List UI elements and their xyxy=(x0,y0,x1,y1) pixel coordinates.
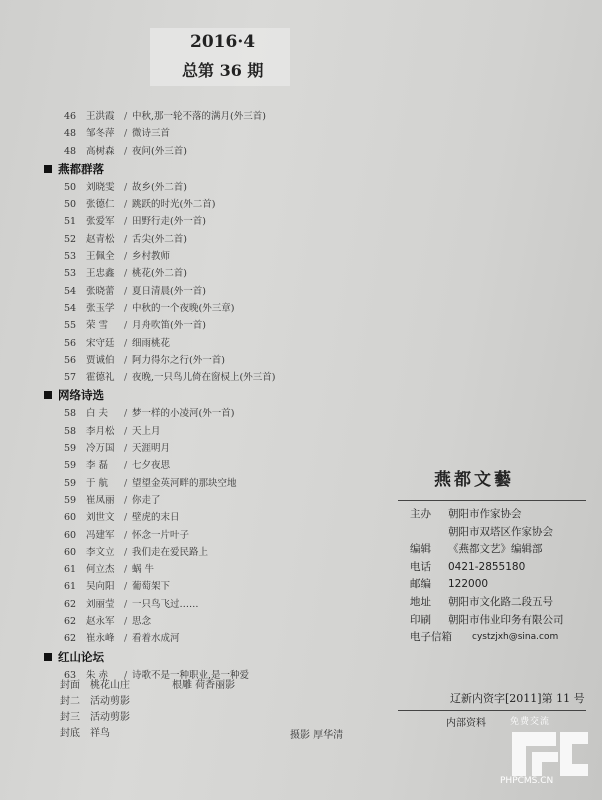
toc-separator: / xyxy=(124,564,128,576)
toc-page-number: 59 xyxy=(64,494,77,506)
toc-page-number: 61 xyxy=(64,564,77,576)
toc-page-number: 51 xyxy=(64,216,77,228)
toc-author: 赵青松 xyxy=(86,233,115,245)
toc-section-heading xyxy=(36,160,366,179)
masthead-label: 地址 xyxy=(410,595,431,608)
credit-value: 活动剪影 xyxy=(90,696,130,707)
permit-divider xyxy=(398,710,586,711)
toc-entry xyxy=(36,457,366,474)
toc-author: 张晓蕾 xyxy=(86,285,115,297)
section-title: 燕都群落 xyxy=(58,161,104,176)
toc-entry xyxy=(36,108,366,125)
toc-title: 细雨桃花 xyxy=(132,337,171,349)
toc-author: 王佩全 xyxy=(86,251,115,263)
toc-title: 望望金英河畔的那块空地 xyxy=(132,477,237,489)
section-bullet-icon xyxy=(44,391,52,399)
section-bullet-icon xyxy=(44,165,52,173)
credit-label: 封底 xyxy=(60,728,80,739)
toc-separator: / xyxy=(124,128,128,140)
toc-entry xyxy=(36,300,366,317)
toc-entry xyxy=(36,544,366,561)
toc-entry xyxy=(36,509,366,526)
toc-title: 中秋的一个夜晚(外三章) xyxy=(132,302,235,314)
toc-separator: / xyxy=(124,354,128,366)
toc-title: 跳跃的时光(外二首) xyxy=(132,199,216,211)
toc-author: 荣 雪 xyxy=(86,320,109,332)
credit-label: 封二 xyxy=(60,696,80,707)
toc-entry xyxy=(36,475,366,492)
toc-author: 张爱军 xyxy=(86,216,115,228)
toc-page-number: 57 xyxy=(64,372,77,384)
masthead-label: 印刷 xyxy=(410,613,431,626)
toc-separator: / xyxy=(124,546,128,558)
toc-entry xyxy=(36,630,366,647)
credit-value: 桃花山庄 xyxy=(90,680,130,691)
toc-section-heading xyxy=(36,648,366,667)
masthead-value: 朝阳市伟业印务有限公司 xyxy=(448,613,564,626)
toc-separator: / xyxy=(124,199,128,211)
toc-title: 怀念一片叶子 xyxy=(132,529,190,541)
toc-title: 乡村教师 xyxy=(132,251,171,263)
toc-entry xyxy=(36,335,366,352)
toc-separator: / xyxy=(124,320,128,332)
toc-title: 微诗三首 xyxy=(132,128,171,140)
toc-author: 崔永峰 xyxy=(86,633,115,645)
masthead-value: 0421-2855180 xyxy=(448,560,526,573)
toc-separator: / xyxy=(124,216,128,228)
masthead-value: cystzjxh@sina.com xyxy=(472,632,559,643)
toc-author: 赵永军 xyxy=(86,616,115,628)
masthead-value: 朝阳市作家协会 xyxy=(448,508,522,520)
toc-author: 朱 赤 xyxy=(86,669,109,681)
toc-entry xyxy=(36,196,366,213)
toc-entry xyxy=(36,440,366,457)
toc-separator: / xyxy=(124,633,128,645)
section-title: 网络诗选 xyxy=(58,388,104,403)
toc-author: 于 航 xyxy=(86,477,109,489)
toc-separator: / xyxy=(124,285,128,297)
toc-author: 冯建军 xyxy=(86,529,115,541)
toc-separator: / xyxy=(124,477,128,489)
toc-author: 李月松 xyxy=(86,425,115,437)
toc-separator: / xyxy=(124,251,128,263)
toc-entry xyxy=(36,179,366,196)
toc-title: 你走了 xyxy=(132,494,161,506)
toc-separator: / xyxy=(124,302,128,314)
masthead-value: 朝阳市文化路二段五号 xyxy=(448,595,553,608)
toc-author: 邹冬萍 xyxy=(86,128,115,140)
toc-title: 故乡(外二首) xyxy=(132,181,187,193)
toc-page-number: 50 xyxy=(64,181,77,193)
toc-separator: / xyxy=(124,145,128,157)
toc-title: 舌尖(外二首) xyxy=(132,233,187,245)
toc-entry xyxy=(36,248,366,265)
credit-label: 封面 xyxy=(60,680,80,691)
toc-separator: / xyxy=(124,268,128,280)
toc-author: 张玉学 xyxy=(86,302,115,314)
toc-page-number: 56 xyxy=(64,337,77,349)
toc-page-number: 56 xyxy=(64,354,77,366)
toc-title: 夏日清晨(外一首) xyxy=(132,285,206,297)
photo-credit: 摄影 厚华清 xyxy=(290,730,344,741)
toc-title: 我们走在爱民路上 xyxy=(132,546,209,558)
toc-author: 宋守廷 xyxy=(86,337,115,349)
toc-entry xyxy=(36,596,366,613)
credit-value-extra: 根雕 荷香丽影 xyxy=(172,680,236,691)
toc-page-number: 50 xyxy=(64,199,77,211)
toc-separator: / xyxy=(124,443,128,455)
toc-author: 李 磊 xyxy=(86,460,109,472)
toc-title: 天上月 xyxy=(132,425,161,437)
toc-title: 葡萄架下 xyxy=(132,581,171,593)
toc-author: 冷万国 xyxy=(86,443,115,455)
toc-author: 李文立 xyxy=(86,546,115,558)
masthead-divider xyxy=(398,500,586,501)
toc-title: 夜晚,一只鸟儿倚在窗棂上(外三首) xyxy=(132,372,276,384)
masthead-label: 电话 xyxy=(410,560,431,573)
toc-author: 刘丽莹 xyxy=(86,598,115,610)
masthead-value: 朝阳市双塔区作家协会 xyxy=(448,525,553,538)
table-of-contents xyxy=(36,108,366,684)
permit-number: 辽新内资字[2011]第 11 号 xyxy=(450,692,585,705)
toc-page-number: 58 xyxy=(64,425,77,437)
toc-separator: / xyxy=(124,512,128,524)
toc-entry xyxy=(36,561,366,578)
section-title: 红山论坛 xyxy=(58,649,104,664)
toc-author: 王忠鑫 xyxy=(86,268,115,280)
toc-separator: / xyxy=(124,233,128,245)
toc-page-number: 62 xyxy=(64,633,77,645)
credit-label: 封三 xyxy=(60,712,80,723)
credit-value: 活动剪影 xyxy=(90,712,130,723)
toc-entry xyxy=(36,283,366,300)
toc-page-number: 52 xyxy=(64,233,77,245)
toc-separator: / xyxy=(124,598,128,610)
toc-author: 王洪霞 xyxy=(86,111,115,122)
toc-page-number: 54 xyxy=(64,302,77,314)
watermark-tag: 免费交流 xyxy=(510,717,551,727)
toc-separator: / xyxy=(124,669,128,681)
masthead-label: 邮编 xyxy=(410,578,431,591)
toc-separator: / xyxy=(124,372,128,384)
toc-entry xyxy=(36,125,366,142)
toc-title: 梦一样的小凌河(外一首) xyxy=(132,408,235,420)
toc-page-number: 46 xyxy=(64,111,77,122)
issue-total: 总第 36 期 xyxy=(182,61,264,80)
issue-number: 2016·4 xyxy=(190,32,256,52)
toc-separator: / xyxy=(124,425,128,437)
toc-separator: / xyxy=(124,111,128,122)
toc-page-number: 59 xyxy=(64,477,77,489)
toc-page-number: 60 xyxy=(64,529,77,541)
toc-page-number: 48 xyxy=(64,145,77,157)
section-bullet-icon xyxy=(44,653,52,661)
toc-page-number: 60 xyxy=(64,512,77,524)
toc-title: 田野行走(外一首) xyxy=(132,216,206,228)
toc-separator: / xyxy=(124,337,128,349)
toc-author: 霍德礼 xyxy=(86,372,115,384)
toc-separator: / xyxy=(124,529,128,541)
toc-separator: / xyxy=(124,581,128,593)
toc-separator: / xyxy=(124,408,128,420)
toc-author: 高树森 xyxy=(86,145,115,157)
toc-author: 贾诚伯 xyxy=(86,354,115,366)
toc-page-number: 59 xyxy=(64,460,77,472)
toc-page-number: 62 xyxy=(64,616,77,628)
toc-entry xyxy=(36,213,366,230)
watermark-url: PHPCMS.CN xyxy=(500,776,554,786)
toc-page-number: 48 xyxy=(64,128,77,140)
masthead-label: 编辑 xyxy=(410,543,431,556)
toc-title: 壁虎的末日 xyxy=(132,512,180,524)
toc-entry xyxy=(36,613,366,630)
toc-title: 思念 xyxy=(132,616,152,628)
toc-page-number: 54 xyxy=(64,285,77,297)
toc-author: 白 夫 xyxy=(86,408,109,420)
toc-title: 中秋,那一轮不落的满月(外三首) xyxy=(132,111,266,122)
credit-value: 祥鸟 xyxy=(90,728,110,739)
magazine-title: 燕都文藝 xyxy=(434,470,514,490)
toc-title: 看着水成河 xyxy=(132,633,180,645)
toc-entry xyxy=(36,143,366,160)
internal-material-label: 内部资料 xyxy=(446,718,486,729)
toc-title: 夜问(外三首) xyxy=(132,145,187,157)
masthead-value: 《燕都文艺》编辑部 xyxy=(448,543,543,556)
toc-author: 崔凤丽 xyxy=(86,494,115,506)
toc-separator: / xyxy=(124,181,128,193)
toc-entry xyxy=(36,317,366,334)
toc-entry xyxy=(36,527,366,544)
toc-title: 蜗 牛 xyxy=(132,564,155,576)
toc-entry xyxy=(36,492,366,509)
masthead-value: 122000 xyxy=(448,578,489,591)
toc-entry xyxy=(36,265,366,282)
toc-separator: / xyxy=(124,460,128,472)
toc-entry xyxy=(36,352,366,369)
toc-title: 一只鸟飞过…… xyxy=(132,598,199,610)
toc-author: 刘晓雯 xyxy=(86,181,115,193)
toc-page-number: 53 xyxy=(64,268,77,280)
toc-entry xyxy=(36,405,366,422)
toc-entry xyxy=(36,369,366,386)
toc-entry xyxy=(36,231,366,248)
toc-title: 七夕夜思 xyxy=(132,460,171,472)
toc-separator: / xyxy=(124,616,128,628)
toc-page-number: 59 xyxy=(64,443,77,455)
toc-page-number: 61 xyxy=(64,581,77,593)
toc-separator: / xyxy=(124,494,128,506)
toc-title: 阿力得尔之行(外一首) xyxy=(132,354,225,366)
toc-author: 刘世文 xyxy=(86,512,115,524)
masthead-label: 主办 xyxy=(410,508,431,520)
toc-page-number: 58 xyxy=(64,408,77,420)
toc-author: 吴向阳 xyxy=(86,581,115,593)
toc-author: 张德仁 xyxy=(86,199,115,211)
toc-author: 何立杰 xyxy=(86,564,115,576)
toc-title: 天涯明月 xyxy=(132,443,171,455)
toc-page-number: 60 xyxy=(64,546,77,558)
masthead-label: 电子信箱 xyxy=(410,631,452,644)
toc-entry xyxy=(36,423,366,440)
toc-page-number: 53 xyxy=(64,251,77,263)
toc-page-number: 55 xyxy=(64,320,77,332)
toc-page-number: 62 xyxy=(64,598,77,610)
toc-title: 月舟吹笛(外一首) xyxy=(132,320,206,332)
toc-title: 诗歌不是一种职业,是一种爱 xyxy=(132,669,250,681)
toc-title: 桃花(外二首) xyxy=(132,268,187,280)
toc-page-number: 63 xyxy=(64,669,77,681)
toc-entry xyxy=(36,578,366,595)
toc-section-heading xyxy=(36,386,366,405)
